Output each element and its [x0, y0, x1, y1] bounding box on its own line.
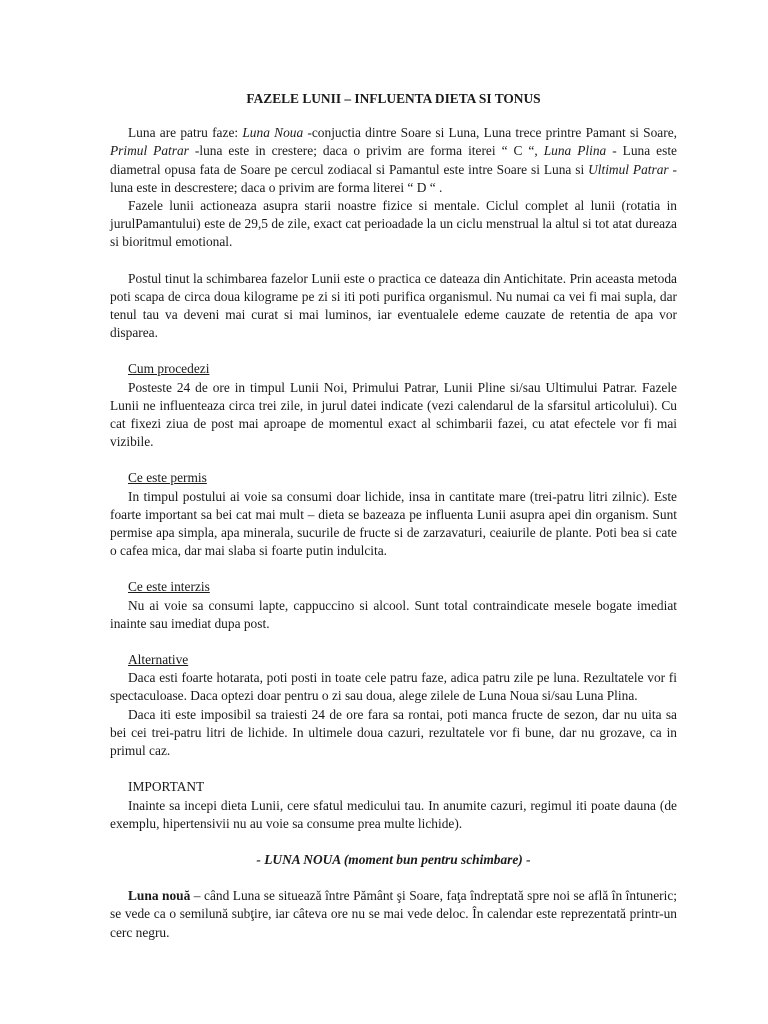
paragraph-cum-procedezi: Posteste 24 de ore in timpul Lunii Noi, Primului Patrar, Lunii Pline si/sau Ultimului Patrar. Fazele Lunii ne influenteaza circa trei zile, in jurul datei indicate (vezi calendarul de la sfarsitul articolului). Cu cat fixezi ziua de post mai aproape de momentul exact al schimbarii fazei, cu atat efectele vor fi mai vizibile.: [110, 379, 677, 450]
intro-paragraph: [110, 124, 677, 197]
heading-ce-este-interzis: Ce este interzis: [128, 579, 210, 595]
phase-luna-noua: Luna Noua: [242, 125, 304, 141]
luna-noua-term: Luna nouă: [128, 888, 191, 904]
intro-text-i: -luna este in descrestere; daca o privim are forma literei “ D “ .: [110, 161, 677, 195]
paragraph-fasting-history: Postul tinut la schimbarea fazelor Lunii este o practica ce dateaza din Antichitate. Prin aceasta metoda poti scapa de circa doua kilograme pe zi si iti poti purifica organismul. Nu numai ca vei fi mai supla, dar tenul tau va deveni mai curat si mai luminos, iar eventualele edeme cauzate de retentia de apa vor disparea.: [110, 270, 677, 341]
section-subtitle-luna-noua: - LUNA NOUA (moment bun pentru schimbare) -: [256, 851, 531, 867]
paragraph-moon-cycle: Fazele lunii actioneaza asupra starii noastre fizice si mentale. Ciclul complet al lunii (rotatia in jurulPamantului) este de 29,5 de zile, exact cat perioadade la un ciclu menstrual la altul si tot atat dureaza si bioritmul emotional.: [110, 198, 677, 250]
phase-ultimul-patrar: Ultimul Patrar: [588, 161, 669, 177]
heading-cum-procedezi: Cum procedezi: [128, 361, 210, 377]
paragraph-alternative-2: Daca iti este imposibil sa traiesti 24 de ore fara sa rontai, poti manca fructe de sezon, dar nu uita sa bei cei trei-patru litri de lichide. In ultimele doua cazuri, rezultatele vor fi bune, dar nu grozave, ca in primul caz.: [110, 706, 677, 759]
phase-luna-plina: Luna Plina: [543, 143, 607, 159]
page-title: FAZELE LUNII – INFLUENTA DIETA SI TONUS: [246, 91, 541, 106]
luna-noua-description: – când Luna se situează între Pământ şi Soare, faţa îndreptată spre noi se află în întuneric; se vede ca o semilună subţire, iar câteva ore nu se mai vede deloc. În calendar este reprezentată printr-un cerc negru.: [110, 888, 677, 940]
heading-important: IMPORTANT: [128, 779, 205, 795]
heading-ce-este-permis: Ce este permis: [128, 470, 207, 486]
phase-primul-patrar: Primul Patrar: [110, 143, 189, 159]
paragraph-luna-noua: [110, 887, 677, 942]
intro-text-e: -luna este in crestere; daca o privim are forma iterei “ C “,: [188, 143, 544, 159]
intro-text-a: Luna are patru faze:: [128, 125, 243, 141]
paragraph-alternative-1: Daca esti foarte hotarata, poti posti in toate cele patru faze, adica patru zile pe luna. Rezultatele vor fi spectaculoase. Daca optezi doar pentru o zi sau doua, alege zilele de Luna Noua si/sau Luna Plina.: [110, 670, 677, 704]
intro-text-g: - Luna este diametral opusa fata de Soare pe cercul zodiacal si Pamantul este intre Soare si Luna si: [110, 143, 677, 177]
document-page: [110, 90, 677, 942]
heading-alternative: Alternative: [128, 652, 189, 668]
paragraph-important: Inainte sa incepi dieta Lunii, cere sfatul medicului tau. In anumite cazuri, regimul iti poate dauna (de exemplu, hipertensivii nu au voie sa consume prea multe lichide).: [110, 797, 677, 831]
paragraph-ce-este-permis: In timpul postului ai voie sa consumi doar lichide, insa in cantitate mare (trei-patru litri zilnic). Este foarte important sa bei cat mai mult – dieta se bazeaza pe influenta Lunii asupra apei din organism. Sunt permise apa simpla, apa minerala, sucurile de fructe si de zarzavaturi, ceaiurile de plante. Poti bea si cate o cafea mica, dar mai slaba si foarte putin indulcita.: [110, 488, 677, 559]
intro-text-c: -conjuctia dintre Soare si Luna, Luna trece printre Pamant si Soare,: [303, 125, 677, 141]
paragraph-ce-este-interzis: Nu ai voie sa consumi lapte, cappuccino si alcool. Sunt total contraindicate mesele bogate imediat inainte sau imediat dupa post.: [110, 597, 677, 631]
